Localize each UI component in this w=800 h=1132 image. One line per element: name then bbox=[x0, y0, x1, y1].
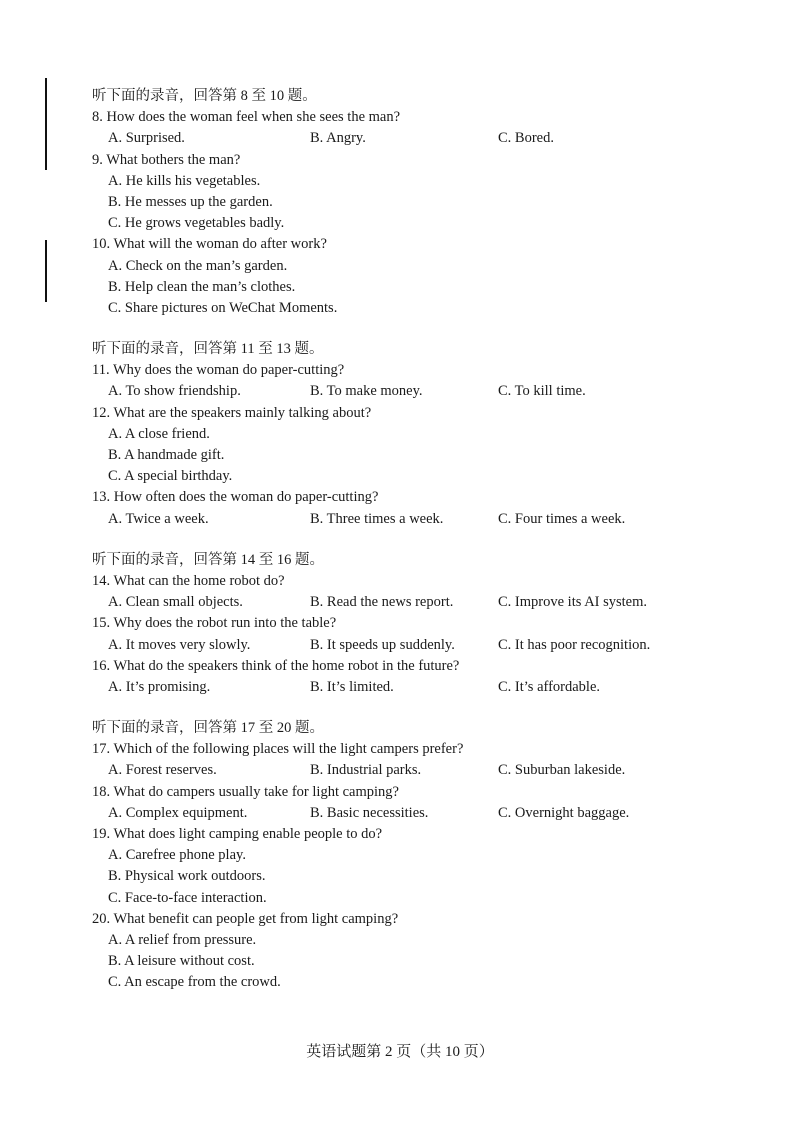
answer-option: C. Suburban lakeside. bbox=[498, 762, 626, 779]
question-section bbox=[92, 339, 712, 530]
question-section bbox=[92, 86, 712, 319]
answer-option: A. It moves very slowly. bbox=[108, 636, 251, 653]
answer-option: B. Basic necessities. bbox=[310, 804, 429, 821]
question-text: 15. Why does the robot run into the table? bbox=[92, 615, 337, 632]
answer-option: C. It’s affordable. bbox=[498, 678, 601, 695]
binding-margin-line bbox=[45, 78, 47, 170]
answer-options-row bbox=[92, 592, 712, 613]
section-instruction: 听下面的录音，回答第 14 至 16 题。 bbox=[92, 551, 324, 568]
answer-option: A. Complex equipment. bbox=[108, 804, 248, 821]
answer-option: B. A handmade gift. bbox=[108, 447, 225, 463]
answer-options-row bbox=[92, 509, 712, 530]
answer-option: B. Physical work outdoors. bbox=[108, 868, 266, 885]
answer-option: C. Bored. bbox=[498, 130, 554, 147]
answer-option: A. Clean small objects. bbox=[108, 594, 243, 611]
exam-page bbox=[92, 86, 712, 1014]
answer-options-row bbox=[92, 760, 712, 781]
answer-option: A. Check on the man’s garden. bbox=[108, 257, 288, 274]
question-text: 18. What do campers usually take for light camping? bbox=[92, 783, 399, 800]
answer-options-row bbox=[92, 803, 712, 824]
answer-option: C. Face-to-face interaction. bbox=[108, 889, 267, 906]
answer-option: C. Overnight baggage. bbox=[498, 804, 630, 821]
answer-option: C. A special birthday. bbox=[108, 468, 233, 485]
question-section bbox=[92, 550, 712, 698]
question-text: 11. Why does the woman do paper-cutting? bbox=[92, 362, 345, 379]
question-text: 12. What are the speakers mainly talking about? bbox=[92, 404, 372, 421]
answer-option: C. It has poor recognition. bbox=[498, 636, 651, 653]
question-text: 19. What does light camping enable people to do? bbox=[92, 826, 383, 842]
question-text: 13. How often does the woman do paper-cutting? bbox=[92, 489, 379, 506]
answer-option: A. Twice a week. bbox=[108, 510, 209, 527]
question-text: 8. How does the woman feel when she sees the man? bbox=[92, 109, 401, 126]
answer-option: C. Four times a week. bbox=[498, 510, 626, 527]
answer-option: A. A relief from pressure. bbox=[108, 931, 257, 948]
answer-option: B. Read the news report. bbox=[310, 594, 454, 611]
answer-option: B. To make money. bbox=[310, 383, 423, 400]
answer-option: C. Improve its AI system. bbox=[498, 594, 648, 611]
answer-options-row bbox=[92, 381, 712, 402]
section-instruction: 听下面的录音，回答第 8 至 10 题。 bbox=[92, 88, 317, 104]
answer-option: B. He messes up the garden. bbox=[108, 193, 273, 210]
answer-option: A. He kills his vegetables. bbox=[108, 172, 261, 189]
answer-option: A. Surprised. bbox=[108, 130, 185, 147]
section-instruction: 听下面的录音，回答第 17 至 20 题。 bbox=[92, 720, 324, 737]
answer-option: C. Share pictures on WeChat Moments. bbox=[108, 299, 338, 316]
binding-margin-line bbox=[45, 240, 47, 302]
answer-options-row bbox=[92, 128, 712, 149]
answer-option: B. Help clean the man’s clothes. bbox=[108, 278, 296, 295]
answer-option: C. An escape from the crowd. bbox=[108, 974, 281, 991]
section-instruction: 听下面的录音，回答第 11 至 13 题。 bbox=[92, 341, 324, 358]
answer-option: A. It’s promising. bbox=[108, 678, 211, 695]
question-text: 10. What will the woman do after work? bbox=[92, 236, 327, 253]
answer-option: B. A leisure without cost. bbox=[108, 953, 255, 970]
answer-option: B. It’s limited. bbox=[310, 678, 394, 695]
question-text: 9. What bothers the man? bbox=[92, 151, 241, 168]
answer-option: B. Industrial parks. bbox=[310, 762, 422, 779]
answer-option: B. It speeds up suddenly. bbox=[310, 636, 455, 653]
question-text: 20. What benefit can people get from light camping? bbox=[92, 910, 399, 927]
answer-options-row bbox=[92, 635, 712, 656]
page-footer: 英语试题第 2 页（共 10 页） bbox=[306, 1044, 494, 1060]
question-text: 17. Which of the following places will the light campers prefer? bbox=[92, 741, 464, 758]
answer-option: A. A close friend. bbox=[108, 425, 210, 442]
answer-options-row bbox=[92, 677, 712, 698]
answer-option: B. Three times a week. bbox=[310, 510, 444, 527]
answer-option: A. Forest reserves. bbox=[108, 762, 217, 779]
question-text: 14. What can the home robot do? bbox=[92, 572, 285, 589]
answer-option: B. Angry. bbox=[310, 130, 366, 147]
answer-option: A. Carefree phone play. bbox=[108, 847, 246, 864]
question-text: 16. What do the speakers think of the home robot in the future? bbox=[92, 657, 460, 674]
answer-option: C. He grows vegetables badly. bbox=[108, 215, 285, 232]
answer-option: A. To show friendship. bbox=[108, 383, 241, 400]
answer-option: C. To kill time. bbox=[498, 383, 586, 400]
question-section bbox=[92, 718, 712, 993]
